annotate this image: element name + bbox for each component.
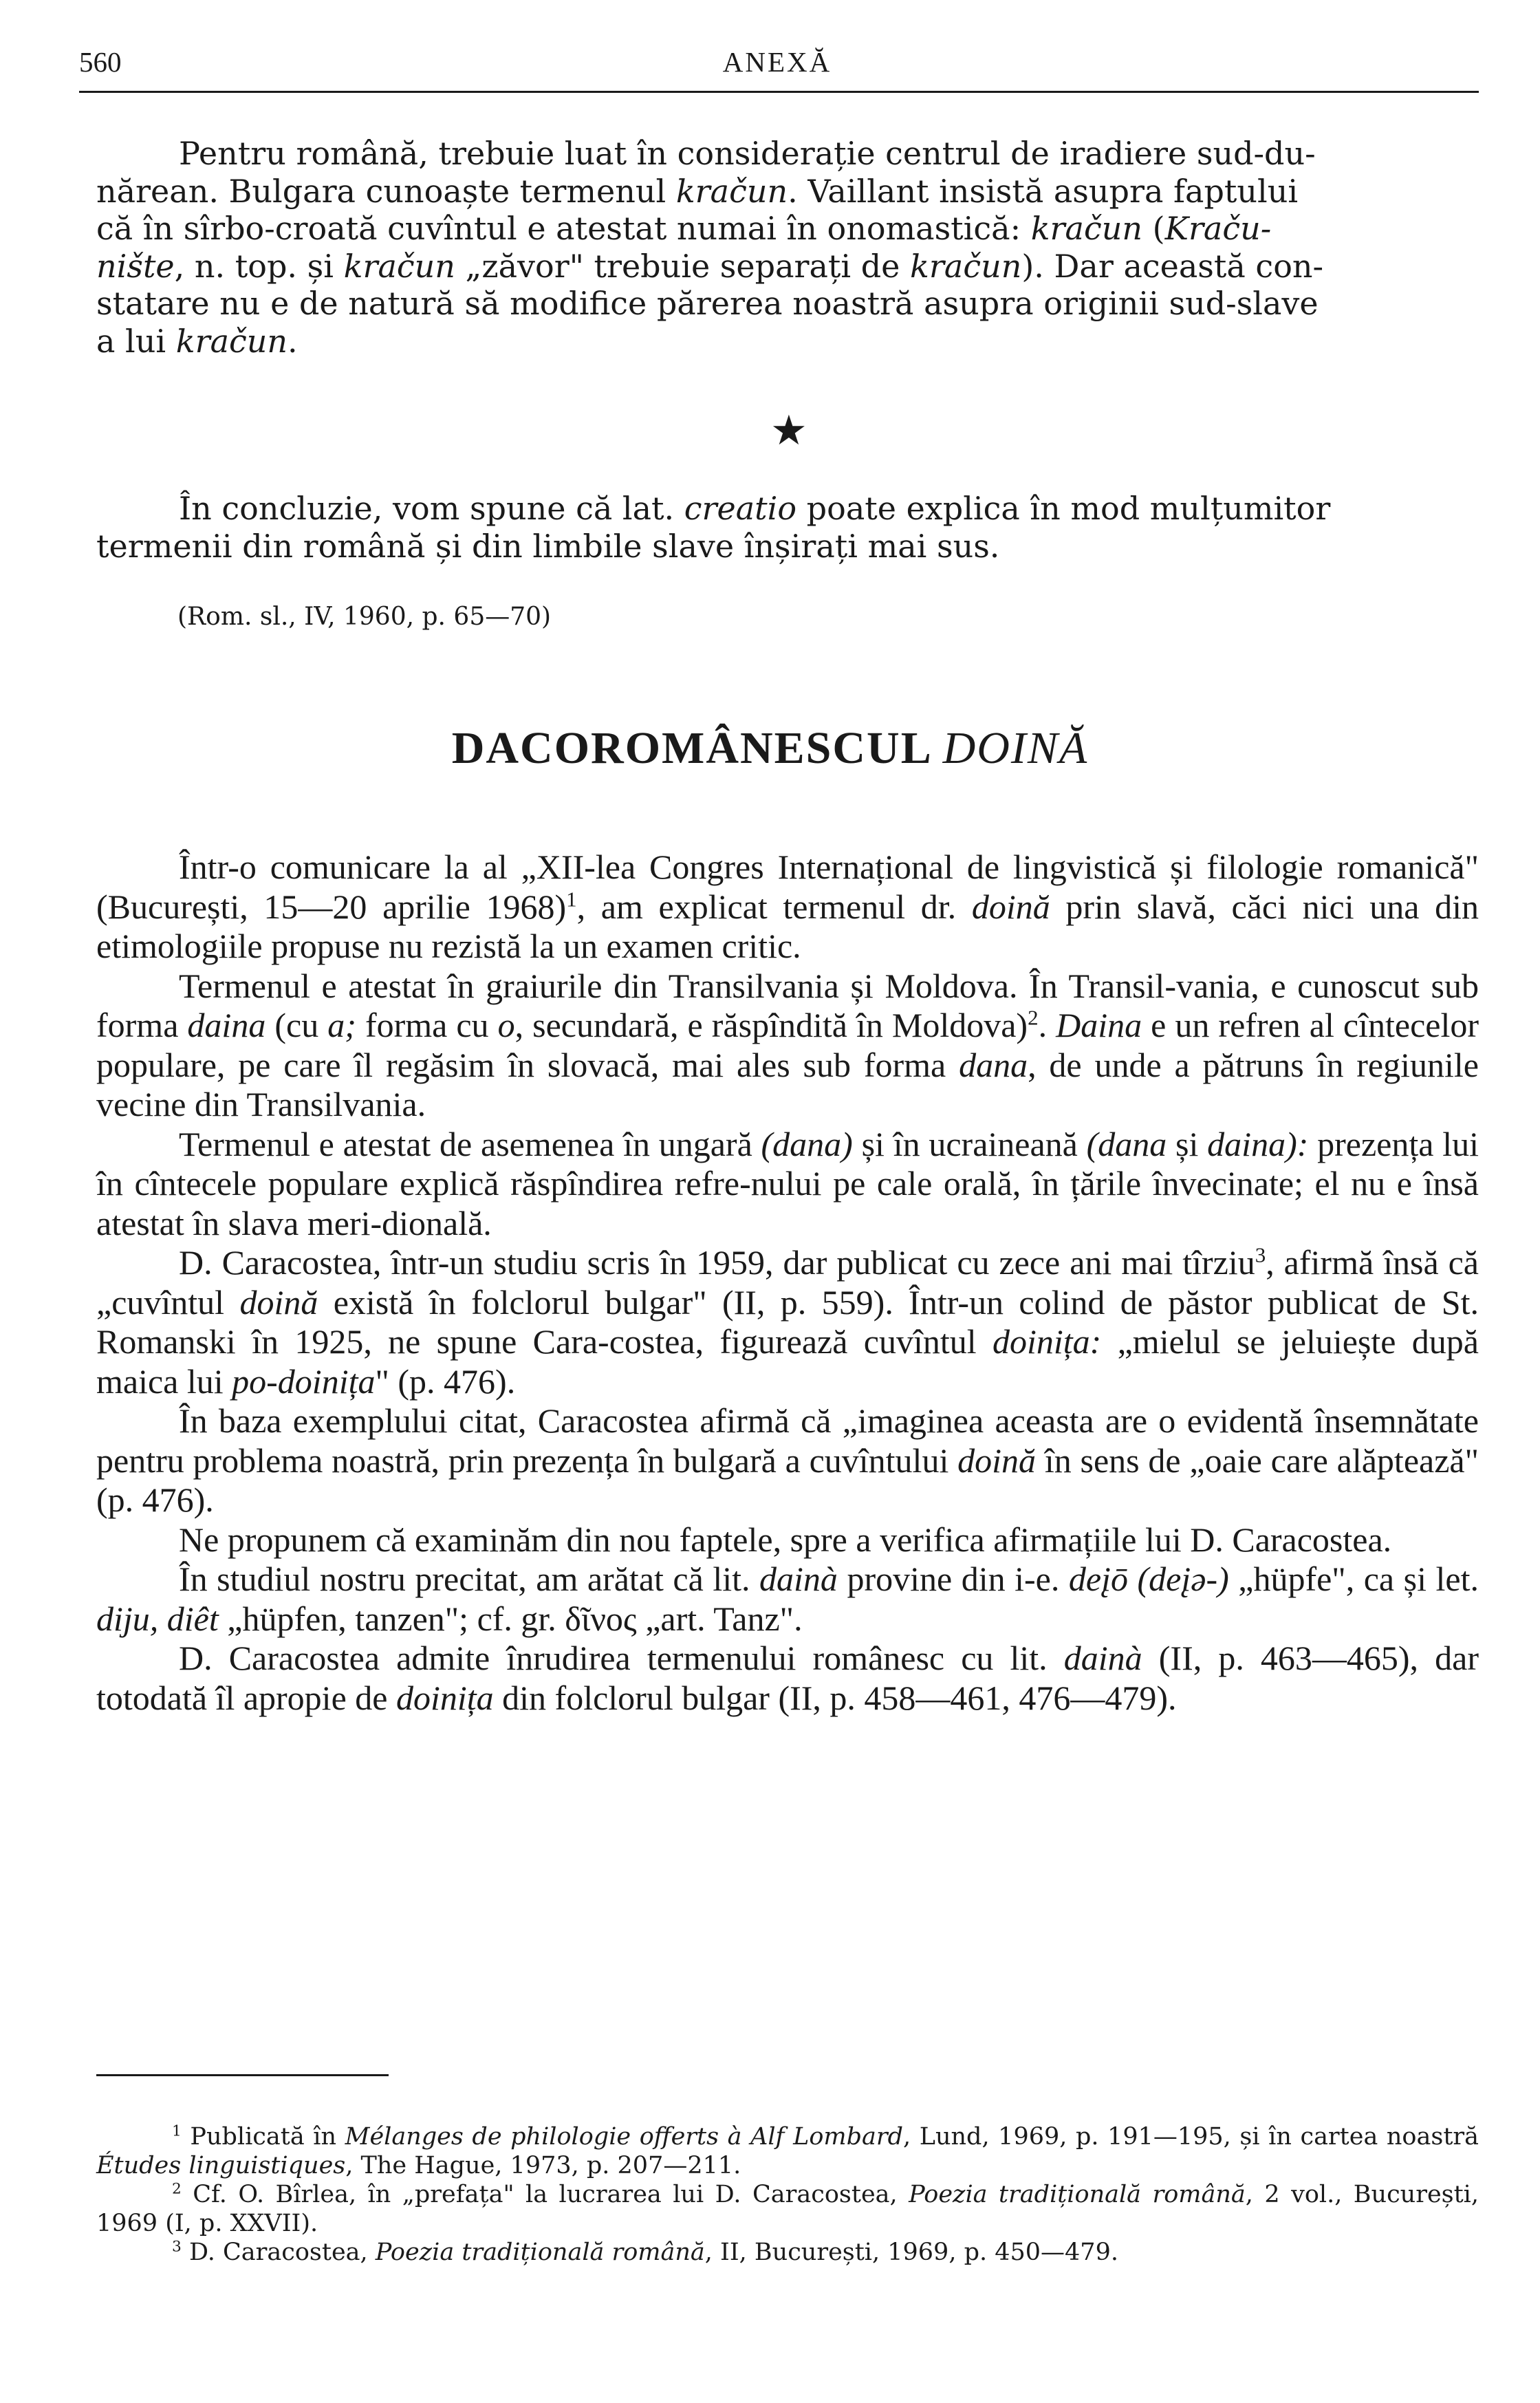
text-line: . Vaillant insistă asupra faptului	[788, 172, 1299, 210]
text-run: și	[1167, 1124, 1208, 1163]
source-reference: (Rom. sl., IV, 1960, p. 65—70)	[177, 603, 552, 631]
footnotes	[96, 2122, 1479, 2267]
footnote-ref: 1	[566, 886, 577, 911]
section-title-italic: DOINĂ	[942, 723, 1089, 773]
text-line: poate explica în mod mulțumitor	[796, 490, 1331, 527]
text-run: , 2 vol., București, 1969 (I, p. XXVII).	[96, 2181, 1479, 2237]
paragraph	[96, 1243, 1479, 1401]
footnote	[96, 2180, 1479, 2238]
text-run: din folclorul bulgar (II, p. 458—461, 476—479).	[493, 1678, 1177, 1717]
text-run: , The Hague, 1973, p. 207—211.	[345, 2152, 741, 2179]
italic-term: kračun	[343, 247, 455, 285]
text-run: Cf. O. Bîrlea, în „prefața" la lucrarea lui D. Caracostea,	[181, 2181, 909, 2208]
text-line: ). Dar această con-	[1021, 247, 1324, 285]
text-line: nărean. Bulgara cunoaște termenul	[96, 172, 676, 210]
italic-term: doină	[239, 1282, 318, 1322]
text-line: (	[1142, 210, 1165, 248]
text-run: (cu	[265, 1006, 328, 1044]
footnote	[96, 2238, 1479, 2267]
text-run: D. Caracostea, într-un studiu scris în 1959, dar publicat cu zece ani mai tîrziu	[179, 1243, 1255, 1282]
text-run: , secundară, e răspîndită în Moldova)	[514, 1006, 1028, 1044]
italic-term: Daina	[1056, 1006, 1142, 1044]
footnote-number: 3	[172, 2238, 182, 2256]
text-line: .	[288, 322, 298, 360]
paragraph	[96, 967, 1479, 1125]
text-run: , de unde a pătruns în regiunile vecine din Transilvania.	[96, 1045, 1479, 1123]
text-line: , n. top. și	[174, 247, 344, 285]
text-line: statare nu e de natură să modifice părerea noastră asupra originii sud-slave	[96, 285, 1319, 323]
footnote	[96, 2122, 1479, 2180]
italic-term: deįō (deįə-)	[1068, 1560, 1229, 1598]
text-run: forma cu	[356, 1006, 498, 1044]
text-run: În studiul nostru precitat, am arătat că lit.	[179, 1560, 760, 1598]
italic-term: dainà	[1063, 1639, 1142, 1677]
text-run: .	[1038, 1006, 1056, 1044]
text-line: a lui	[96, 322, 176, 360]
paragraph	[96, 1520, 1479, 1560]
italic-term: kračun	[910, 247, 1022, 285]
italic-term: po-doinița	[232, 1361, 376, 1401]
text-run: Ne propunem că examinăm din nou faptele, spre a verifica afirmațiile lui D. Caracostea.	[179, 1520, 1392, 1559]
text-run: „hüpfe", ca și let.	[1228, 1560, 1479, 1598]
text-run: , II, București, 1969, p. 450—479.	[704, 2239, 1118, 2266]
italic-term: kračun	[1030, 210, 1142, 248]
text-run: prezența lui în cîntecele populare explică răspîndirea refre-nului pe cale orală, în țările învecinate; el nu e însă atestat în slava meri-dională.	[96, 1124, 1479, 1242]
paragraph	[96, 1639, 1479, 1718]
text-run: Termenul e atestat de asemenea în ungară	[179, 1124, 761, 1163]
footnote-number: 2	[172, 2180, 182, 2198]
text-run: În baza exemplului citat, Caracostea afirmă că „imaginea aceasta are o evidentă însemnătate pentru problema noastră, prin prezența în bulgară a cuvîntului	[96, 1401, 1479, 1480]
italic-term: (dana)	[761, 1124, 853, 1163]
text-line: că în sîrbo-croată cuvîntul e atestat numai în onomastică:	[96, 210, 1031, 248]
paragraph	[96, 1125, 1479, 1244]
italic-term: doină	[971, 887, 1050, 926]
footnote-ref: 2	[1028, 1005, 1039, 1030]
italic-term: Études linguistiques	[96, 2152, 346, 2179]
italic-term: nište	[96, 247, 175, 285]
paragraph	[96, 848, 1479, 967]
header-rule	[79, 91, 1479, 93]
italic-term: kračun	[675, 172, 788, 210]
text-run: Într-o comunicare la al „XII-lea Congres Internațional de lingvistică și filologie romanică" (București, 15—20 aprilie 1968)	[96, 848, 1479, 926]
italic-term: kračun	[175, 322, 288, 360]
italic-term: Kraču-	[1164, 210, 1272, 248]
footnote-ref: 3	[1255, 1242, 1266, 1267]
section-star-icon: ★	[770, 407, 807, 455]
section-title	[0, 722, 1540, 775]
text-run: , Lund, 1969, p. 191—195, și în cartea noastră	[903, 2123, 1479, 2151]
italic-term: a;	[327, 1006, 356, 1044]
text-line: Pentru română, trebuie luat în considerație centrul de iradiere sud-du-	[179, 135, 1316, 172]
text-run: există în folclorul bulgar" (II, p. 559). Într-un colind de păstor publicat de St. Romanski în 1925, ne spune Cara-costea, figurează cuvîntul	[96, 1282, 1479, 1361]
continued-paragraph	[96, 135, 1479, 360]
italic-term: doinița:	[992, 1322, 1102, 1361]
italic-term: o	[497, 1006, 515, 1044]
paragraph	[96, 1401, 1479, 1520]
text-run: „mielul se jeluiește după maica lui	[96, 1322, 1479, 1401]
running-head	[79, 45, 1475, 87]
section-title-main: DACOROMÂNESCUL	[451, 723, 943, 773]
italic-term: creatio	[684, 490, 797, 527]
text-run: D. Caracostea admite înrudirea termenului românesc cu lit.	[179, 1639, 1064, 1677]
italic-term: dana	[959, 1045, 1028, 1084]
italic-term: daina):	[1207, 1124, 1309, 1163]
italic-term: doină	[957, 1441, 1037, 1480]
text-run: în sens de „oaie care alăptează" (p. 476).	[96, 1441, 1479, 1519]
text-line: În concluzie, vom spune că lat.	[179, 490, 684, 527]
footnote-rule	[96, 2074, 389, 2076]
text-run: D. Caracostea,	[181, 2239, 376, 2266]
italic-term: (dana	[1086, 1124, 1167, 1163]
italic-term: dainà	[759, 1560, 838, 1598]
text-line: „zăvor" trebuie separați de	[455, 247, 911, 285]
paragraph	[96, 1560, 1479, 1639]
italic-term: Mélanges de philologie offerts à Alf Lombard	[345, 2123, 904, 2151]
running-title: ANEXĂ	[722, 46, 832, 78]
text-run: și în ucraineană	[852, 1124, 1087, 1163]
italic-term: doinița	[395, 1678, 494, 1717]
italic-term: diju, diêt	[96, 1599, 219, 1638]
conclusion-paragraph	[96, 490, 1479, 565]
article-body	[96, 848, 1479, 1718]
text-run: Publicată în	[181, 2123, 345, 2151]
italic-term: daina	[187, 1006, 266, 1044]
text-run: " (p. 476).	[375, 1361, 516, 1401]
text-run: (II, p. 463—465), dar totodată îl apropie de	[96, 1639, 1479, 1717]
text-run: prin slavă, căci nici una din etimologiile propuse nu rezistă la un examen critic.	[96, 887, 1479, 965]
italic-term: Poezia tradițională română	[375, 2239, 705, 2266]
text-run: e un refren al cîntecelor populare, pe care îl regăsim în slovacă, mai ales sub forma	[96, 1006, 1479, 1084]
text-line: termenii din română și din limbile slave înșirați mai sus.	[96, 527, 1000, 565]
text-run: „hüpfen, tanzen"; cf. gr. δῖνος „art. Tanz".	[218, 1599, 803, 1638]
page-number: 560	[79, 46, 122, 78]
text-run: provine din i-e.	[837, 1560, 1069, 1598]
footnote-number: 1	[172, 2122, 182, 2140]
text-run: , am explicat termenul dr.	[576, 887, 972, 926]
italic-term: Poezia tradițională română	[909, 2181, 1246, 2208]
text-run: Termenul e atestat în graiurile din Transilvania și Moldova. În Transil-vania, e cunoscut sub forma	[96, 966, 1479, 1044]
text-run: , afirmă însă că „cuvîntul	[96, 1243, 1479, 1322]
